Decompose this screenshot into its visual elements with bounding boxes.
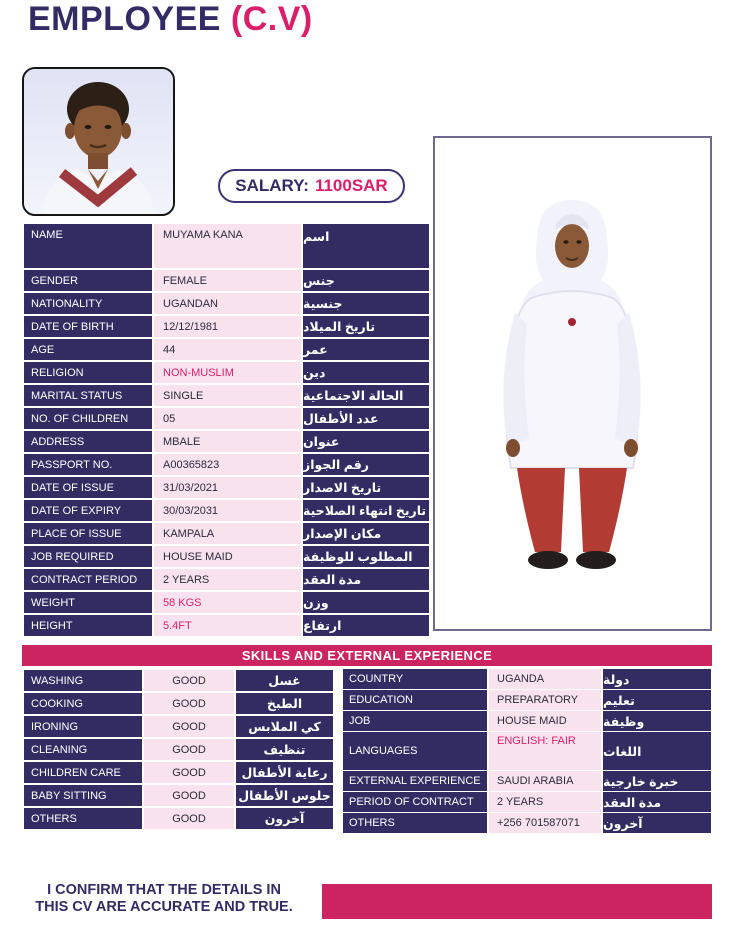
field-label-arabic: وزن bbox=[303, 592, 429, 613]
skill-label-arabic: جلوس الأطفال bbox=[236, 785, 333, 806]
title-accent: (C.V) bbox=[230, 0, 313, 38]
detail-label-arabic: مدة العقد bbox=[603, 792, 711, 812]
field-label: ADDRESS bbox=[24, 431, 152, 452]
table-row bbox=[24, 431, 429, 452]
field-value: FEMALE bbox=[154, 270, 301, 291]
field-label-arabic: تاريخ الميلاد bbox=[303, 316, 429, 337]
table-row bbox=[343, 669, 711, 689]
detail-value: +256 701587071 bbox=[489, 813, 601, 833]
skill-label: CLEANING bbox=[24, 739, 142, 760]
table-row bbox=[24, 670, 333, 691]
skill-label: CHILDREN CARE bbox=[24, 762, 142, 783]
table-row bbox=[24, 523, 429, 544]
field-value: 30/03/2031 bbox=[154, 500, 301, 521]
field-label: RELIGION bbox=[24, 362, 152, 383]
detail-label: OTHERS bbox=[343, 813, 487, 833]
field-value: HOUSE MAID bbox=[154, 546, 301, 567]
table-row bbox=[24, 546, 429, 567]
field-value: UGANDAN bbox=[154, 293, 301, 314]
field-value: 58 KGS bbox=[154, 592, 301, 613]
field-label: DATE OF BIRTH bbox=[24, 316, 152, 337]
field-value: 31/03/2021 bbox=[154, 477, 301, 498]
skill-label: OTHERS bbox=[24, 808, 142, 829]
skill-label: IRONING bbox=[24, 716, 142, 737]
detail-label-arabic: وظيفة bbox=[603, 711, 711, 731]
field-label: JOB REQUIRED bbox=[24, 546, 152, 567]
field-value: 12/12/1981 bbox=[154, 316, 301, 337]
field-label: PASSPORT NO. bbox=[24, 454, 152, 475]
field-value: MBALE bbox=[154, 431, 301, 452]
field-value: NON-MUSLIM bbox=[154, 362, 301, 383]
skill-rating: GOOD bbox=[144, 762, 234, 783]
confirmation-statement bbox=[30, 882, 298, 916]
field-label-arabic: رقم الجواز bbox=[303, 454, 429, 475]
field-label: HEIGHT bbox=[24, 615, 152, 636]
field-label: NO. OF CHILDREN bbox=[24, 408, 152, 429]
field-value: 2 YEARS bbox=[154, 569, 301, 590]
table-row bbox=[24, 716, 333, 737]
detail-value: UGANDA bbox=[489, 669, 601, 689]
detail-label-arabic: آخرون bbox=[603, 813, 711, 833]
skill-rating: GOOD bbox=[144, 739, 234, 760]
field-label-arabic: جنسية bbox=[303, 293, 429, 314]
table-row bbox=[24, 270, 429, 291]
detail-label: PERIOD OF CONTRACT bbox=[343, 792, 487, 812]
field-label: DATE OF ISSUE bbox=[24, 477, 152, 498]
table-row bbox=[24, 316, 429, 337]
skill-label: BABY SITTING bbox=[24, 785, 142, 806]
portrait-photo-image bbox=[24, 69, 173, 214]
skill-label-arabic: آخرون bbox=[236, 808, 333, 829]
table-row bbox=[24, 500, 429, 521]
field-value: MUYAMA KANA bbox=[154, 224, 301, 268]
table-row bbox=[24, 739, 333, 760]
field-value: KAMPALA bbox=[154, 523, 301, 544]
field-label-arabic: مكان الإصدار bbox=[303, 523, 429, 544]
detail-label: LANGUAGES bbox=[343, 732, 487, 770]
title-main: EMPLOYEE bbox=[28, 0, 221, 38]
field-label: WEIGHT bbox=[24, 592, 152, 613]
skills-table bbox=[24, 670, 333, 831]
field-label-arabic: الحالة الاجتماعية bbox=[303, 385, 429, 406]
field-value: 05 bbox=[154, 408, 301, 429]
field-label: DATE OF EXPIRY bbox=[24, 500, 152, 521]
skill-label-arabic: رعاية الأطفال bbox=[236, 762, 333, 783]
full-body-photo-image bbox=[435, 138, 710, 629]
table-row bbox=[24, 477, 429, 498]
personal-details-table bbox=[24, 224, 429, 638]
skill-label-arabic: تنظيف bbox=[236, 739, 333, 760]
detail-value: 2 YEARS bbox=[489, 792, 601, 812]
table-row bbox=[24, 762, 333, 783]
detail-label-arabic: خبرة خارجية bbox=[603, 771, 711, 791]
field-label-arabic: المطلوب للوظيفة bbox=[303, 546, 429, 567]
field-value: 5.4FT bbox=[154, 615, 301, 636]
confirmation-line-1: I CONFIRM THAT THE DETAILS IN bbox=[47, 882, 281, 898]
table-row bbox=[24, 808, 333, 829]
table-row bbox=[24, 785, 333, 806]
signature-box bbox=[322, 884, 712, 919]
detail-value: HOUSE MAID bbox=[489, 711, 601, 731]
skill-rating: GOOD bbox=[144, 808, 234, 829]
field-label: NAME bbox=[24, 224, 152, 268]
skill-label-arabic: كي الملابس bbox=[236, 716, 333, 737]
field-value: 44 bbox=[154, 339, 301, 360]
field-label: MARITAL STATUS bbox=[24, 385, 152, 406]
detail-value: SAUDI ARABIA bbox=[489, 771, 601, 791]
table-row bbox=[24, 615, 429, 636]
table-row bbox=[24, 385, 429, 406]
skill-rating: GOOD bbox=[144, 785, 234, 806]
table-row bbox=[343, 792, 711, 812]
salary-label: SALARY: bbox=[235, 176, 309, 195]
field-label-arabic: تاريخ انتهاء الصلاحية bbox=[303, 500, 429, 521]
table-row bbox=[24, 362, 429, 383]
table-row bbox=[24, 569, 429, 590]
detail-label: EDUCATION bbox=[343, 690, 487, 710]
field-label: GENDER bbox=[24, 270, 152, 291]
field-label-arabic: ارتفاع bbox=[303, 615, 429, 636]
detail-value: ENGLISH: FAIR bbox=[489, 732, 601, 770]
table-row bbox=[24, 454, 429, 475]
field-label: PLACE OF ISSUE bbox=[24, 523, 152, 544]
table-row bbox=[343, 711, 711, 731]
field-label: CONTRACT PERIOD bbox=[24, 569, 152, 590]
field-label-arabic: اسم bbox=[303, 224, 429, 268]
field-label-arabic: دين bbox=[303, 362, 429, 383]
table-row bbox=[24, 592, 429, 613]
external-details-table bbox=[343, 669, 711, 834]
skill-label-arabic: الطبخ bbox=[236, 693, 333, 714]
field-value: SINGLE bbox=[154, 385, 301, 406]
detail-label-arabic: دولة bbox=[603, 669, 711, 689]
field-label-arabic: مدة العقد bbox=[303, 569, 429, 590]
field-label-arabic: عدد الأطفال bbox=[303, 408, 429, 429]
detail-value: PREPARATORY bbox=[489, 690, 601, 710]
detail-label: JOB bbox=[343, 711, 487, 731]
table-row bbox=[343, 690, 711, 710]
table-row bbox=[343, 771, 711, 791]
skills-section-header: SKILLS AND EXTERNAL EXPERIENCE bbox=[22, 645, 712, 666]
detail-label-arabic: تعليم bbox=[603, 690, 711, 710]
skill-rating: GOOD bbox=[144, 670, 234, 691]
table-row bbox=[24, 408, 429, 429]
full-body-photo bbox=[433, 136, 712, 631]
skill-rating: GOOD bbox=[144, 693, 234, 714]
skill-label-arabic: غسل bbox=[236, 670, 333, 691]
field-label-arabic: جنس bbox=[303, 270, 429, 291]
table-row bbox=[24, 293, 429, 314]
field-label-arabic: تاريخ الاصدار bbox=[303, 477, 429, 498]
table-row bbox=[343, 813, 711, 833]
salary-value: 1100SAR bbox=[314, 176, 388, 195]
detail-label: COUNTRY bbox=[343, 669, 487, 689]
field-label-arabic: عمر bbox=[303, 339, 429, 360]
skill-label: WASHING bbox=[24, 670, 142, 691]
detail-label: EXTERNAL EXPERIENCE bbox=[343, 771, 487, 791]
field-label-arabic: عنوان bbox=[303, 431, 429, 452]
confirmation-line-2: THIS CV ARE ACCURATE AND TRUE. bbox=[35, 899, 293, 915]
field-value: A00365823 bbox=[154, 454, 301, 475]
table-row bbox=[343, 732, 711, 770]
portrait-photo bbox=[22, 67, 175, 216]
detail-label-arabic: اللغات bbox=[603, 732, 711, 770]
page-title bbox=[28, 0, 313, 39]
table-row bbox=[24, 224, 429, 268]
field-label: NATIONALITY bbox=[24, 293, 152, 314]
table-row bbox=[24, 693, 333, 714]
salary-badge bbox=[218, 169, 405, 203]
skill-label: COOKING bbox=[24, 693, 142, 714]
table-row bbox=[24, 339, 429, 360]
skill-rating: GOOD bbox=[144, 716, 234, 737]
field-label: AGE bbox=[24, 339, 152, 360]
